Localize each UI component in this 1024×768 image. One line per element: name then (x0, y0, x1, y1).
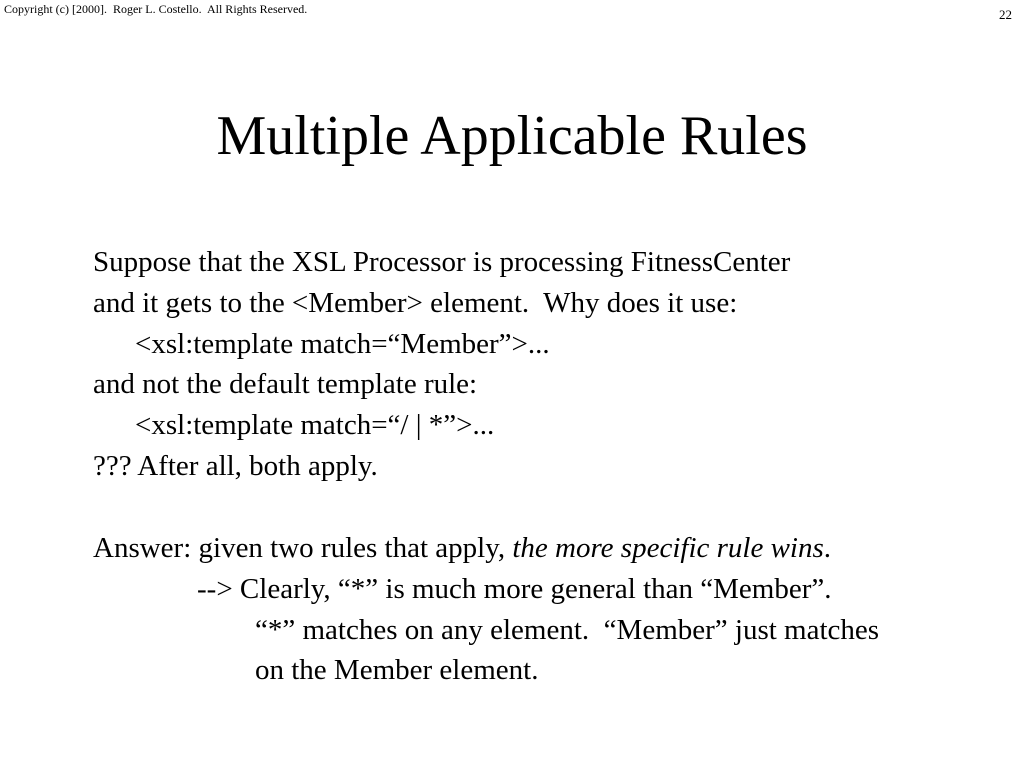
body-line-6: ??? After all, both apply. (93, 450, 378, 482)
answer-emphasis: the more specific rule wins (512, 532, 824, 564)
page-number: 22 (999, 7, 1012, 22)
body-line-4: and not the default template rule: (93, 368, 478, 400)
explanation-line-2: “*” matches on any element. “Member” just matches (255, 614, 880, 646)
code-line-default-template: <xsl:template match=“/ | *”>... (135, 409, 495, 441)
slide-title: Multiple Applicable Rules (216, 105, 808, 167)
answer-prefix: Answer: given two rules that apply, (93, 532, 513, 564)
copyright-notice: Copyright (c) [2000]. Roger L. Costello. All Rights Reserved. (4, 2, 308, 16)
body-line-1: Suppose that the XSL Processor is processing FitnessCenter (93, 246, 791, 278)
code-line-member-template: <xsl:template match=“Member”>... (135, 328, 550, 360)
explanation-line-3: on the Member element. (255, 654, 539, 686)
answer-suffix: . (823, 532, 832, 564)
explanation-line-1: --> Clearly, “*” is much more general than “Member”. (197, 573, 832, 605)
body-line-2: and it gets to the <Member> element. Why does it use: (93, 287, 738, 319)
answer-line (93, 528, 831, 568)
